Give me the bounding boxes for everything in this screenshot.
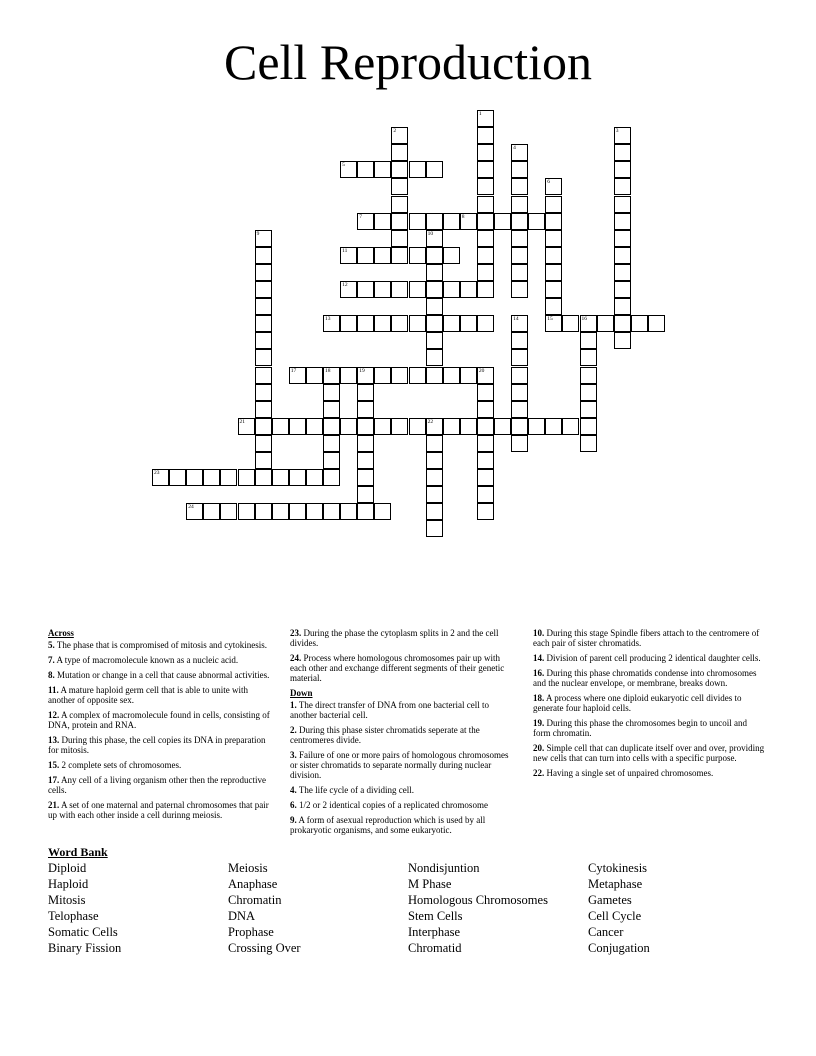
grid-cell[interactable] xyxy=(426,247,443,264)
grid-cell[interactable] xyxy=(289,503,306,520)
grid-cell[interactable] xyxy=(238,503,255,520)
grid-cell[interactable] xyxy=(443,315,460,332)
word-bank-title: Word Bank xyxy=(48,845,108,859)
grid-cell[interactable] xyxy=(220,503,237,520)
grid-cell[interactable] xyxy=(477,161,494,178)
grid-cell[interactable] xyxy=(528,418,545,435)
grid-cell[interactable] xyxy=(374,503,391,520)
grid-cell[interactable] xyxy=(323,503,340,520)
grid-cell[interactable] xyxy=(409,281,426,298)
grid-cell[interactable] xyxy=(511,367,528,384)
grid-cell[interactable] xyxy=(186,469,203,486)
grid-cell[interactable] xyxy=(477,469,494,486)
clue: 22. Having a single set of unpaired chromosomes. xyxy=(533,768,714,778)
word-bank-item: Stem Cells xyxy=(408,909,463,923)
across-heading: Across xyxy=(48,628,74,638)
clue-number: 12 xyxy=(342,282,348,288)
grid-cell[interactable] xyxy=(374,315,391,332)
grid-cell[interactable] xyxy=(374,161,391,178)
grid-cell[interactable] xyxy=(374,281,391,298)
grid-cell[interactable] xyxy=(562,418,579,435)
grid-cell[interactable] xyxy=(340,161,357,178)
grid-cell[interactable] xyxy=(443,367,460,384)
clue: 17. Any cell of a living organism other then the reproductive cells. xyxy=(48,775,267,795)
grid-cell[interactable] xyxy=(323,469,340,486)
grid-cell[interactable] xyxy=(580,401,597,418)
clue-number: 3 xyxy=(615,128,619,135)
grid-cell[interactable] xyxy=(340,247,357,264)
clue-number: 17 xyxy=(290,367,297,374)
page-title: Cell Reproduction xyxy=(224,34,592,90)
grid-cell[interactable] xyxy=(306,418,323,435)
word-bank-item: Chromatid xyxy=(408,941,462,955)
word-bank-item: Crossing Over xyxy=(228,941,301,955)
word-bank-item: Cytokinesis xyxy=(588,861,648,875)
grid-cell[interactable] xyxy=(426,486,443,503)
grid-cell[interactable] xyxy=(477,127,494,144)
clue: 1. The direct transfer of DNA from one bacterial cell to another bacterial cell. xyxy=(290,700,490,720)
grid-cell[interactable] xyxy=(443,247,460,264)
grid-cell[interactable] xyxy=(426,230,443,247)
word-bank-item: Prophase xyxy=(228,925,274,939)
grid-cell[interactable] xyxy=(580,435,597,452)
word-bank-item: Metaphase xyxy=(588,877,643,891)
word-bank-item: Haploid xyxy=(48,877,89,891)
grid-cell[interactable] xyxy=(426,298,443,315)
grid-cell[interactable] xyxy=(255,332,272,349)
grid-cell[interactable] xyxy=(614,213,631,230)
grid-cell[interactable] xyxy=(426,161,443,178)
clue: 3. Failure of one or more pairs of homologous chromosomes or sister chromatids to separate normally during nuclear division. xyxy=(290,750,509,780)
clue: 18. A process where one diploid eukaryotic cell divides to generate four haploid cells. xyxy=(533,693,742,713)
grid-cell[interactable] xyxy=(391,213,408,230)
word-bank-item: Somatic Cells xyxy=(48,925,118,939)
clue: 24. Process where homologous chromosomes pair up with each other and exchange different segments of their genetic material. xyxy=(290,653,505,683)
clue: 4. The life cycle of a dividing cell. xyxy=(290,785,415,795)
grid-cell[interactable] xyxy=(477,486,494,503)
grid-cell[interactable] xyxy=(545,281,562,298)
grid-cell[interactable] xyxy=(545,315,562,332)
grid-cell[interactable] xyxy=(340,315,357,332)
grid-cell[interactable] xyxy=(391,247,408,264)
clue: 12. A complex of macromolecule found in cells, consisting of DNA, protein and RNA. xyxy=(48,710,270,730)
grid-cell[interactable] xyxy=(374,367,391,384)
grid-cell[interactable] xyxy=(580,332,597,349)
grid-cell[interactable] xyxy=(357,161,374,178)
grid-cell[interactable] xyxy=(238,469,255,486)
grid-cell[interactable] xyxy=(545,247,562,264)
grid-cell[interactable] xyxy=(409,247,426,264)
grid-cell[interactable] xyxy=(323,315,340,332)
word-bank-item: Nondisjuntion xyxy=(408,861,480,875)
grid-cell[interactable] xyxy=(545,298,562,315)
grid-cell[interactable] xyxy=(357,281,374,298)
grid-cell[interactable] xyxy=(460,281,477,298)
grid-cell[interactable] xyxy=(357,367,374,384)
grid-cell[interactable] xyxy=(391,230,408,247)
grid-cell[interactable] xyxy=(255,298,272,315)
grid-cell[interactable] xyxy=(323,452,340,469)
clue-number: 19 xyxy=(359,367,365,374)
grid-cell[interactable] xyxy=(477,247,494,264)
clue-number: 7 xyxy=(359,213,362,220)
clue-number: 23 xyxy=(154,470,160,477)
grid-cell[interactable] xyxy=(220,469,237,486)
grid-cell[interactable] xyxy=(357,452,374,469)
clue-number: 21 xyxy=(239,418,245,425)
grid-cell[interactable] xyxy=(460,418,477,435)
word-bank-column xyxy=(408,860,548,956)
grid-cell[interactable] xyxy=(426,213,443,230)
clue-number: 13 xyxy=(325,316,331,323)
grid-cell[interactable] xyxy=(152,469,169,486)
grid-cell[interactable] xyxy=(255,435,272,452)
grid-cell[interactable] xyxy=(614,127,631,144)
grid-cell[interactable] xyxy=(391,161,408,178)
grid-cell[interactable] xyxy=(477,384,494,401)
down-heading: Down xyxy=(290,688,313,698)
grid-cell[interactable] xyxy=(357,418,374,435)
word-bank-item: Gametes xyxy=(588,893,632,907)
grid-cell[interactable] xyxy=(272,503,289,520)
grid-cell[interactable] xyxy=(238,418,255,435)
clue: 9. A form of asexual reproduction which is used by all prokaryotic organisms, and some eukaryotic. xyxy=(290,815,486,835)
grid-cell[interactable] xyxy=(323,435,340,452)
word-bank-item: Meiosis xyxy=(228,861,268,875)
grid-cell[interactable] xyxy=(391,127,408,144)
clue: 11. A mature haploid germ cell that is able to unite with another of opposite sex. xyxy=(48,685,248,705)
grid-cell[interactable] xyxy=(477,230,494,247)
grid-cell[interactable] xyxy=(494,418,511,435)
grid-cell[interactable] xyxy=(477,401,494,418)
grid-cell[interactable] xyxy=(409,315,426,332)
grid-cell[interactable] xyxy=(648,315,665,332)
grid-cell[interactable] xyxy=(357,213,374,230)
grid-cell[interactable] xyxy=(477,315,494,332)
grid-cell[interactable] xyxy=(255,264,272,281)
grid-cell[interactable] xyxy=(323,367,340,384)
clue: 20. Simple cell that can duplicate itself over and over, providing new cells that can turn into cells with a specific purpose. xyxy=(533,743,765,763)
grid-cell[interactable] xyxy=(460,315,477,332)
clue-number: 10 xyxy=(427,230,434,237)
clue-number: 14 xyxy=(513,316,519,323)
clue: 14. Division of parent cell producing 2 identical daughter cells. xyxy=(533,653,761,663)
grid-cell[interactable] xyxy=(391,281,408,298)
grid-cell[interactable] xyxy=(323,401,340,418)
grid-cell[interactable] xyxy=(477,503,494,520)
grid-cell[interactable] xyxy=(255,349,272,366)
grid-cell[interactable] xyxy=(443,281,460,298)
grid-cell[interactable] xyxy=(545,264,562,281)
clue: 19. During this phase the chromosomes begin to uncoil and form chromatin. xyxy=(533,718,747,738)
grid-cell[interactable] xyxy=(357,384,374,401)
grid-cell[interactable] xyxy=(511,213,528,230)
word-bank-item: Binary Fission xyxy=(48,941,122,955)
grid-cell[interactable] xyxy=(255,230,272,247)
grid-cell[interactable] xyxy=(477,367,494,384)
clue-number: 5 xyxy=(342,162,345,169)
grid-cell[interactable] xyxy=(614,315,631,332)
grid-cell[interactable] xyxy=(614,196,631,213)
clue-number: 4 xyxy=(513,145,516,152)
grid-cell[interactable] xyxy=(340,281,357,298)
grid-cell[interactable] xyxy=(306,367,323,384)
grid-cell[interactable] xyxy=(357,315,374,332)
clue: 16. During this phase chromatids condense into chromosomes and the nuclear envelope, or membrane, breaks down. xyxy=(533,668,757,688)
grid-cell[interactable] xyxy=(580,384,597,401)
grid-cell[interactable] xyxy=(494,213,511,230)
clue-number: 9 xyxy=(256,230,260,237)
word-bank-item: Cell Cycle xyxy=(588,909,642,923)
grid-cell[interactable] xyxy=(511,196,528,213)
grid-cell[interactable] xyxy=(426,469,443,486)
grid-cell[interactable] xyxy=(477,213,494,230)
grid-cell[interactable] xyxy=(426,367,443,384)
grid-cell[interactable] xyxy=(357,503,374,520)
grid-cell[interactable] xyxy=(426,281,443,298)
word-bank-column xyxy=(48,860,121,956)
grid-cell[interactable] xyxy=(426,315,443,332)
grid-cell[interactable] xyxy=(614,281,631,298)
clue: 15. 2 complete sets of chromosomes. xyxy=(48,760,182,770)
grid-cell[interactable] xyxy=(391,144,408,161)
grid-cell[interactable] xyxy=(511,264,528,281)
word-bank-item: Conjugation xyxy=(588,941,650,955)
grid-cell[interactable] xyxy=(272,469,289,486)
grid-cell[interactable] xyxy=(426,435,443,452)
grid-cell[interactable] xyxy=(511,144,528,161)
grid-cell[interactable] xyxy=(289,469,306,486)
grid-cell[interactable] xyxy=(614,178,631,195)
word-bank-item: Cancer xyxy=(588,925,624,939)
grid-cell[interactable] xyxy=(426,349,443,366)
grid-cell[interactable] xyxy=(631,315,648,332)
grid-cell[interactable] xyxy=(409,213,426,230)
clue-number: 16 xyxy=(581,316,587,323)
grid-cell[interactable] xyxy=(477,264,494,281)
clue-number: 2 xyxy=(393,128,397,135)
grid-cell[interactable] xyxy=(511,418,528,435)
grid-cell[interactable] xyxy=(477,196,494,213)
grid-cell[interactable] xyxy=(426,332,443,349)
word-bank-item: DNA xyxy=(228,909,256,923)
grid-cell[interactable] xyxy=(511,315,528,332)
grid-cell[interactable] xyxy=(323,418,340,435)
grid-cell[interactable] xyxy=(203,469,220,486)
grid-cell[interactable] xyxy=(255,315,272,332)
grid-cell[interactable] xyxy=(614,230,631,247)
word-bank-column xyxy=(588,860,650,956)
grid-cell[interactable] xyxy=(511,384,528,401)
grid-cell[interactable] xyxy=(255,281,272,298)
word-bank-item: Diploid xyxy=(48,861,87,875)
grid-cell[interactable] xyxy=(545,230,562,247)
grid-cell[interactable] xyxy=(545,178,562,195)
grid-cell[interactable] xyxy=(614,161,631,178)
grid-cell[interactable] xyxy=(289,418,306,435)
grid-cell[interactable] xyxy=(511,401,528,418)
clue: 23. During the phase the cytoplasm splits in 2 and the cell divides. xyxy=(290,628,499,648)
grid-cell[interactable] xyxy=(426,520,443,537)
grid-cell[interactable] xyxy=(255,247,272,264)
grid-cell[interactable] xyxy=(255,503,272,520)
grid-cell[interactable] xyxy=(477,418,494,435)
clue: 5. The phase that is compromised of mitosis and cytokinesis. xyxy=(48,640,268,650)
grid-cell[interactable] xyxy=(511,281,528,298)
word-bank-item: Anaphase xyxy=(228,877,278,891)
clue-number: 6 xyxy=(547,179,551,186)
grid-cell[interactable] xyxy=(426,264,443,281)
clue: 10. During this stage Spindle fibers attach to the centromere of each pair of sister chromatids. xyxy=(533,628,760,648)
clue: 8. Mutation or change in a cell that cause abnormal activities. xyxy=(48,670,270,680)
grid-cell[interactable] xyxy=(460,213,477,230)
grid-cell[interactable] xyxy=(545,418,562,435)
grid-cell[interactable] xyxy=(357,247,374,264)
clue-number: 24 xyxy=(188,504,194,511)
grid-cell[interactable] xyxy=(255,469,272,486)
grid-cell[interactable] xyxy=(545,196,562,213)
grid-cell[interactable] xyxy=(477,281,494,298)
word-bank-item: Homologous Chromosomes xyxy=(408,893,548,907)
grid-cell[interactable] xyxy=(477,178,494,195)
grid-cell[interactable] xyxy=(426,452,443,469)
grid-cell[interactable] xyxy=(545,213,562,230)
word-bank-item: Interphase xyxy=(408,925,461,939)
clues-column-1 xyxy=(48,628,276,825)
word-bank-column xyxy=(228,860,301,956)
grid-cell[interactable] xyxy=(443,213,460,230)
clue-number: 8 xyxy=(461,213,465,220)
grid-cell[interactable] xyxy=(340,418,357,435)
grid-cell[interactable] xyxy=(614,144,631,161)
grid-cell[interactable] xyxy=(289,367,306,384)
word-bank-item: Telophase xyxy=(48,909,99,923)
grid-cell[interactable] xyxy=(614,247,631,264)
grid-cell[interactable] xyxy=(426,503,443,520)
word-bank-item: Mitosis xyxy=(48,893,86,907)
clue: 6. 1/2 or 2 identical copies of a replicated chromosome xyxy=(290,800,488,810)
grid-cell[interactable] xyxy=(391,367,408,384)
grid-cell[interactable] xyxy=(374,418,391,435)
grid-cell[interactable] xyxy=(477,435,494,452)
grid-cell[interactable] xyxy=(391,418,408,435)
grid-cell[interactable] xyxy=(580,349,597,366)
grid-cell[interactable] xyxy=(169,469,186,486)
grid-cell[interactable] xyxy=(460,367,477,384)
clue-number: 1 xyxy=(478,111,482,117)
clue-number: 11 xyxy=(342,247,348,254)
grid-cell[interactable] xyxy=(391,315,408,332)
grid-cell[interactable] xyxy=(511,349,528,366)
grid-cell[interactable] xyxy=(340,503,357,520)
grid-cell[interactable] xyxy=(511,332,528,349)
grid-cell[interactable] xyxy=(477,452,494,469)
clue: 7. A type of macromolecule known as a nucleic acid. xyxy=(48,655,239,665)
grid-cell[interactable] xyxy=(562,315,579,332)
grid-cell[interactable] xyxy=(426,418,443,435)
grid-cell[interactable] xyxy=(409,161,426,178)
grid-cell[interactable] xyxy=(255,452,272,469)
grid-cell[interactable] xyxy=(477,110,494,127)
grid-cell[interactable] xyxy=(186,503,203,520)
clues-column-2 xyxy=(290,628,518,840)
clue-number: 15 xyxy=(547,316,553,323)
grid-cell[interactable] xyxy=(528,213,545,230)
grid-cell[interactable] xyxy=(477,144,494,161)
grid-cell[interactable] xyxy=(255,367,272,384)
grid-cell[interactable] xyxy=(580,367,597,384)
grid-cell[interactable] xyxy=(614,332,631,349)
grid-cell[interactable] xyxy=(614,264,631,281)
grid-cell[interactable] xyxy=(580,315,597,332)
grid-cell[interactable] xyxy=(511,247,528,264)
grid-cell[interactable] xyxy=(511,161,528,178)
clue: 2. During this phase sister chromatids seperate at the centromeres divide. xyxy=(290,725,480,745)
grid-cell[interactable] xyxy=(255,384,272,401)
grid-cell[interactable] xyxy=(340,367,357,384)
clue-number: 22 xyxy=(427,418,434,425)
grid-cell[interactable] xyxy=(511,178,528,195)
grid-cell[interactable] xyxy=(597,315,614,332)
grid-cell[interactable] xyxy=(272,418,289,435)
grid-cell[interactable] xyxy=(203,503,220,520)
grid-cell[interactable] xyxy=(306,469,323,486)
clue-number: 20 xyxy=(478,367,485,374)
grid-cell[interactable] xyxy=(306,503,323,520)
grid-cell[interactable] xyxy=(323,384,340,401)
word-bank-item: Chromatin xyxy=(228,893,282,907)
grid-cell[interactable] xyxy=(409,418,426,435)
grid-cell[interactable] xyxy=(511,435,528,452)
clue: 13. During this phase, the cell copies its DNA in preparation for mitosis. xyxy=(48,735,266,755)
grid-cell[interactable] xyxy=(409,367,426,384)
grid-cell[interactable] xyxy=(511,230,528,247)
grid-cell[interactable] xyxy=(391,196,408,213)
grid-cell[interactable] xyxy=(255,418,272,435)
clue-number: 18 xyxy=(325,367,331,374)
grid-cell[interactable] xyxy=(357,486,374,503)
grid-cell[interactable] xyxy=(391,178,408,195)
clue: 21. A set of one maternal and paternal chromosomes that pair up with each other inside a cell durinng meiosis. xyxy=(48,800,269,820)
grid-cell[interactable] xyxy=(357,435,374,452)
grid-cell[interactable] xyxy=(374,213,391,230)
grid-cell[interactable] xyxy=(357,469,374,486)
word-bank-item: M Phase xyxy=(408,877,452,891)
grid-cell[interactable] xyxy=(255,401,272,418)
clues-column-3 xyxy=(533,628,765,783)
grid-cell[interactable] xyxy=(357,401,374,418)
grid-cell[interactable] xyxy=(580,418,597,435)
grid-cell[interactable] xyxy=(443,418,460,435)
grid-cell[interactable] xyxy=(374,247,391,264)
grid-cell[interactable] xyxy=(614,298,631,315)
